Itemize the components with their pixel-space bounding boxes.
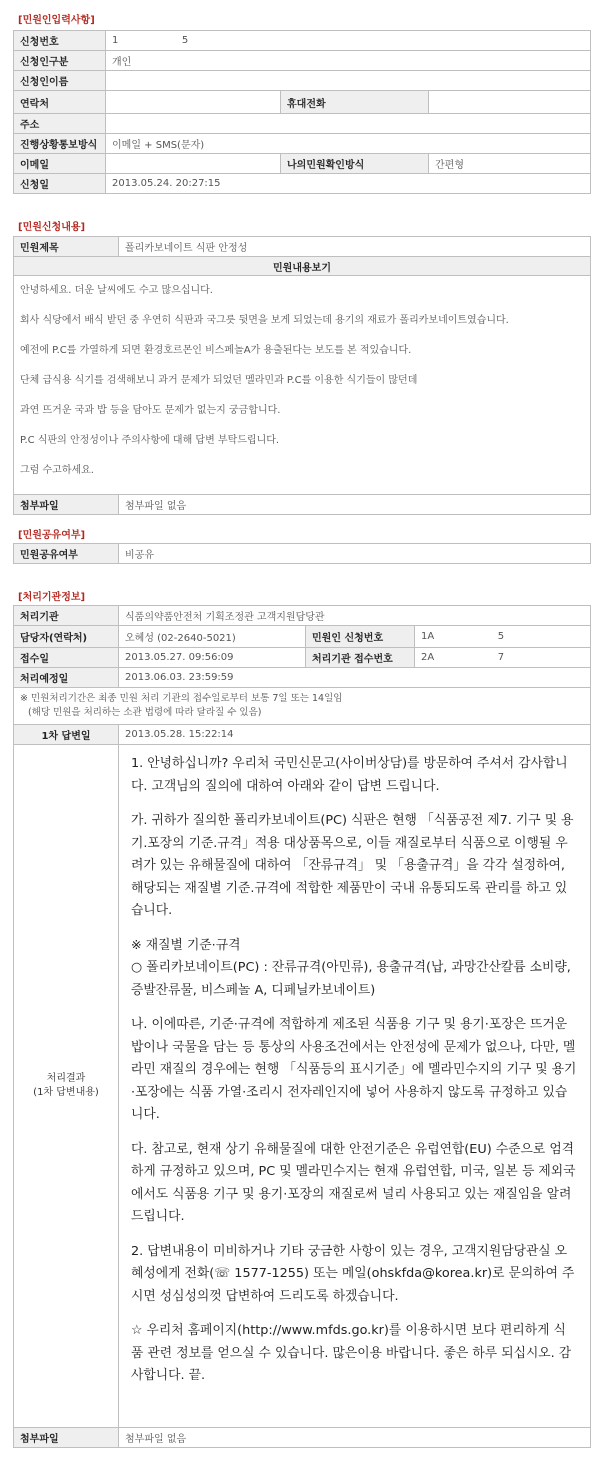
note-line: ※ 민원처리기간은 최종 민원 처리 기관의 접수일로부터 보통 7일 또는 14일임 bbox=[20, 693, 343, 704]
answer-paragraph: 2. 답변내용이 미비하거나 기타 궁금한 사항이 있는 경우, 고객지원담당관실 오혜성에게 전화(☏ 1577-1255) 또는 메일(ohskfda@korea.kr)로 문의하여 주시면 성심성의껏 답변하여 드리도록 하겠습니다. bbox=[131, 1243, 575, 1304]
receipt-value: 2013.05.27. 09:56:09 bbox=[119, 648, 306, 668]
body-line: 과연 뜨거운 국과 밥 등을 담아도 문제가 없는지 궁금합니다. bbox=[20, 405, 281, 416]
section-title-applicant: [민원인입력사항] bbox=[18, 15, 95, 26]
type-value: 개인 bbox=[106, 51, 591, 71]
result-label bbox=[14, 745, 119, 1428]
subject-value: 폴리카보네이트 식판 안정성 bbox=[119, 237, 591, 257]
mobile-label: 휴대전화 bbox=[281, 91, 429, 114]
check-method-value: 간편형 bbox=[429, 154, 591, 174]
due-label: 처리예정일 bbox=[14, 668, 119, 688]
org-no-label: 처리기관 접수번호 bbox=[306, 648, 415, 668]
app-no-label: 신청번호 bbox=[14, 31, 106, 51]
body-line: 그럼 수고하세요. bbox=[20, 465, 94, 476]
answer-body bbox=[119, 745, 591, 1428]
final-attach-label: 첨부파일 bbox=[14, 1428, 119, 1448]
org-label: 처리기관 bbox=[14, 606, 119, 626]
answer-paragraph: 가. 귀하가 질의한 폴리카보네이트(PC) 식판은 현행 「식품공전 제7. 기구 및 용기.포장의 기준.규격」적용 대상품목으로, 이들 재질로부터 식품으로 이행될 우려가 있는 유해물질에 대하여 「잔류규격」 및 「용출규격」을 각각 설정하여, 해당되는 재질별 기준.규격에 적합한 제품만이 국내 유통되도록 관리를 하고 있습니다. bbox=[131, 813, 574, 918]
name-value bbox=[106, 71, 591, 91]
content-table bbox=[13, 236, 591, 515]
petitioner-no-label: 민원인 신청번호 bbox=[306, 626, 415, 648]
email-label: 이메일 bbox=[14, 154, 106, 174]
manager-value: 오혜성 (02-2640-5021) bbox=[119, 626, 306, 648]
note-line: (해당 민원을 처리하는 소관 법령에 따라 달라질 수 있음) bbox=[28, 707, 262, 718]
answer-paragraph: 나. 이에따른, 기준·규격에 적합하게 제조된 식품용 기구 및 용기·포장은 뜨거운 밥이나 국물을 담는 등 통상의 사용조건에서는 안전성에 문제가 없으나, 다만, 멜라민 재질의 경우에는 현행 「식품등의 표시기준」에 멜라민수지의 기구 및 용기·포장에는 식품 가열·조리시 전자레인지에 넣어 사용하지 않도록 규정하고 있습니다. bbox=[131, 1017, 577, 1122]
contact-value bbox=[106, 91, 281, 114]
section-title-share: [민원공유여부] bbox=[18, 530, 86, 541]
notify-value: 이메일 + SMS(문자) bbox=[106, 134, 591, 154]
section-title-content: [민원신청내용] bbox=[18, 222, 86, 233]
answer-paragraph: ☆ 우리처 홈페이지(http://www.mfds.go.kr)를 이용하시면 보다 편리하게 식품 관련 정보를 얻으실 수 있습니다. 많은이용 바랍니다. 좋은 하루 되십시오. 감사합니다. 끝. bbox=[131, 1323, 572, 1383]
type-label: 신청인구분 bbox=[14, 51, 106, 71]
body-line: 안녕하세요. 더운 날씨에도 수고 많으십니다. bbox=[20, 285, 213, 296]
org-value: 식품의약품안전처 기획조정관 고객지원담당관 bbox=[119, 606, 591, 626]
date-label: 신청일 bbox=[14, 174, 106, 194]
section-title-processing: [처리기관정보] bbox=[18, 592, 86, 603]
check-method-label: 나의민원확인방식 bbox=[281, 154, 429, 174]
share-label: 민원공유여부 bbox=[14, 544, 119, 564]
mobile-value bbox=[429, 91, 591, 114]
view-content-header: 민원내용보기 bbox=[14, 257, 591, 276]
answer-date-value: 2013.05.28. 15:22:14 bbox=[119, 725, 591, 745]
date-value: 2013.05.24. 20:27:15 bbox=[106, 174, 591, 194]
manager-label: 담당자(연락처) bbox=[14, 626, 119, 648]
result-label-line1: 처리결과 bbox=[46, 1073, 86, 1084]
answer-paragraph: ※ 재질별 기준·규격 bbox=[131, 937, 241, 953]
email-value bbox=[106, 154, 281, 174]
notify-label: 진행상황통보방식 bbox=[14, 134, 106, 154]
address-value bbox=[106, 114, 591, 134]
applicant-table bbox=[13, 30, 591, 194]
body-line: 단체 급식용 식기를 검색해보니 과거 문제가 되었던 멜라민과 P.C를 이용한 식기들이 많던데 bbox=[20, 375, 418, 386]
share-value: 비공유 bbox=[119, 544, 591, 564]
processing-note bbox=[14, 688, 591, 725]
result-label-line2: (1차 답변내용) bbox=[33, 1087, 99, 1098]
org-no-value: 2A 7 bbox=[415, 648, 591, 668]
body-line: 회사 식당에서 배식 받던 중 우연히 식판과 국그릇 뒷면을 보게 되었는데 용기의 재료가 폴리카보네이트였습니다. bbox=[20, 315, 509, 326]
share-table bbox=[13, 543, 591, 564]
app-no-value: 1 5 bbox=[106, 31, 591, 51]
contact-label: 연락처 bbox=[14, 91, 106, 114]
final-attach-value: 첨부파일 없음 bbox=[119, 1428, 591, 1448]
name-label: 신청인이름 bbox=[14, 71, 106, 91]
body-line: 예전에 P.C를 가열하게 되면 환경호르몬인 비스페놀A가 용출된다는 보도를 본 적있습니다. bbox=[20, 345, 412, 356]
attach-label: 첨부파일 bbox=[14, 495, 119, 515]
address-label: 주소 bbox=[14, 114, 106, 134]
petitioner-no-value: 1A 5 bbox=[415, 626, 591, 648]
processing-table bbox=[13, 605, 591, 1448]
receipt-label: 접수일 bbox=[14, 648, 119, 668]
answer-paragraph: 다. 참고로, 현재 상기 유해물질에 대한 안전기준은 유럽연합(EU) 수준으로 엄격하게 규정하고 있으며, PC 및 멜라민수지는 현재 유럽연합, 미국, 일본 등 제외국에서도 식품용 기구 및 용기·포장의 재질로써 널리 사용되고 있는 재질임을 알려드립니다. bbox=[131, 1141, 576, 1224]
petition-body bbox=[14, 276, 591, 495]
due-value: 2013.06.03. 23:59:59 bbox=[119, 668, 591, 688]
answer-paragraph: ○ 폴리카보네이트(PC) : 잔류규격(아민류), 용출규격(납, 과망간산칼륨 소비량, 증발잔류물, 비스페놀 A, 디페닐카보네이트) bbox=[131, 960, 571, 998]
subject-label: 민원제목 bbox=[14, 237, 119, 257]
answer-date-label: 1차 답변일 bbox=[14, 725, 119, 745]
answer-paragraph: 1. 안녕하십니까? 우리처 국민신문고(사이버상담)를 방문하여 주셔서 감사합니다. 고객님의 질의에 대하여 아래와 같이 답변 드립니다. bbox=[131, 756, 568, 794]
attach-value: 첨부파일 없음 bbox=[119, 495, 591, 515]
body-line: P.C 식판의 안정성이나 주의사항에 대해 답변 부탁드립니다. bbox=[20, 435, 280, 446]
